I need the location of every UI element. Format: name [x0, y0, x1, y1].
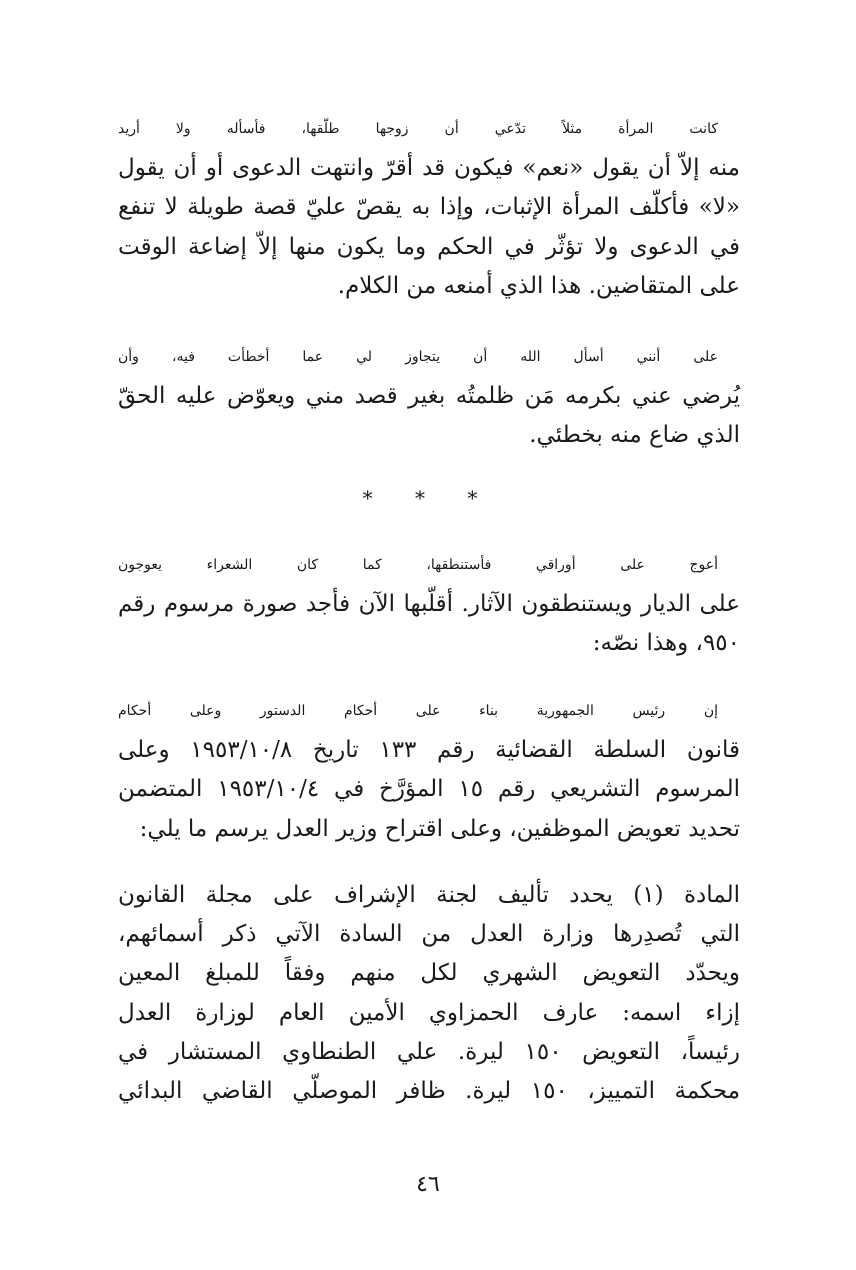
paragraph-line: إن رئيس الجمهورية بناء على أحكام الدستور وعلى أحكام: [118, 703, 718, 719]
paragraph-line: «لا» فأكلّف المرأة الإثبات، وإذا به يقصّ عليّ قصة طويلة لا تنفع: [118, 194, 740, 221]
paragraph-line: يُرضي عني بكرمه مَن ظلمتُه بغير قصد مني ويعوّض عليه الحقّ: [118, 383, 740, 410]
paragraph-5: [118, 876, 740, 1111]
paragraph-3: [118, 546, 740, 664]
paragraph-line: ٩٥٠، وهذا نصّه:: [592, 630, 740, 657]
page-number: ٤٦: [416, 1172, 440, 1197]
paragraph-line: تحديد تعويض الموظفين، وعلى اقتراح وزير العدل يرسم ما يلي:: [139, 815, 740, 842]
paragraph-1: [118, 110, 740, 306]
paragraph-line: رئيساً، التعويض ١٥٠ ليرة. علي الطنطاوي المستشار في: [118, 1038, 740, 1065]
paragraph-line: على أنني أسأل الله أن يتجاوز لي عما أخطأت فيه، وأن: [118, 349, 718, 365]
paragraph-line: ويحدّد التعويض الشهري لكل منهم وفقاً للمبلغ المعين: [118, 960, 740, 987]
paragraph-2: [118, 338, 740, 456]
paragraph-line: المادة (١) يحدد تأليف لجنة الإشراف على مجلة القانون: [118, 882, 741, 908]
paragraph-line: محكمة التمييز، ١٥٠ ليرة. ظافر الموصلّي القاضي البدائي: [118, 1078, 741, 1105]
paragraph-line: إزاء اسمه: عارف الحمزاوي الأمين العام لوزارة العدل: [118, 999, 740, 1026]
paragraph-line: على الديار ويستنطقون الآثار. أقلّبها الآن فأجد صورة مرسوم رقم: [118, 591, 740, 618]
paragraph-line: منه إلاّ أن يقول «نعم» فيكون قد أقرّ وانتهت الدعوى أو أن يقول: [118, 155, 740, 182]
paragraph-line: المرسوم التشريعي رقم ١٥ المؤرَّخ في ١٩٥٣/١٠/٤ المتضمن: [118, 776, 740, 803]
paragraph-4: [118, 692, 740, 849]
paragraph-line: التي تُصدِرها وزارة العدل من السادة الآتي ذكر أسمائهم،: [118, 921, 740, 948]
paragraph-line: كانت المرأة مثلاً تدّعي أن زوجها طلّقها، فأسأله ولا أريد: [118, 121, 718, 137]
paragraph-line: الذي ضاع منه بخطئي.: [529, 422, 740, 449]
paragraph-line: في الدعوى ولا تؤثّر في الحكم وما يكون منها إلاّ إضاعة الوقت: [118, 233, 740, 260]
paragraph-line: على المتقاضين. هذا الذي أمنعه من الكلام.: [337, 272, 740, 299]
paragraph-line: قانون السلطة القضائية رقم ١٣٣ تاريخ ١٩٥٣/١٠/٨ وعلى: [118, 737, 740, 764]
section-separator: * * *: [362, 486, 496, 510]
paragraph-line: أعوج على أوراقي فأستنطقها، كما كان الشعراء يعوجون: [118, 557, 718, 573]
